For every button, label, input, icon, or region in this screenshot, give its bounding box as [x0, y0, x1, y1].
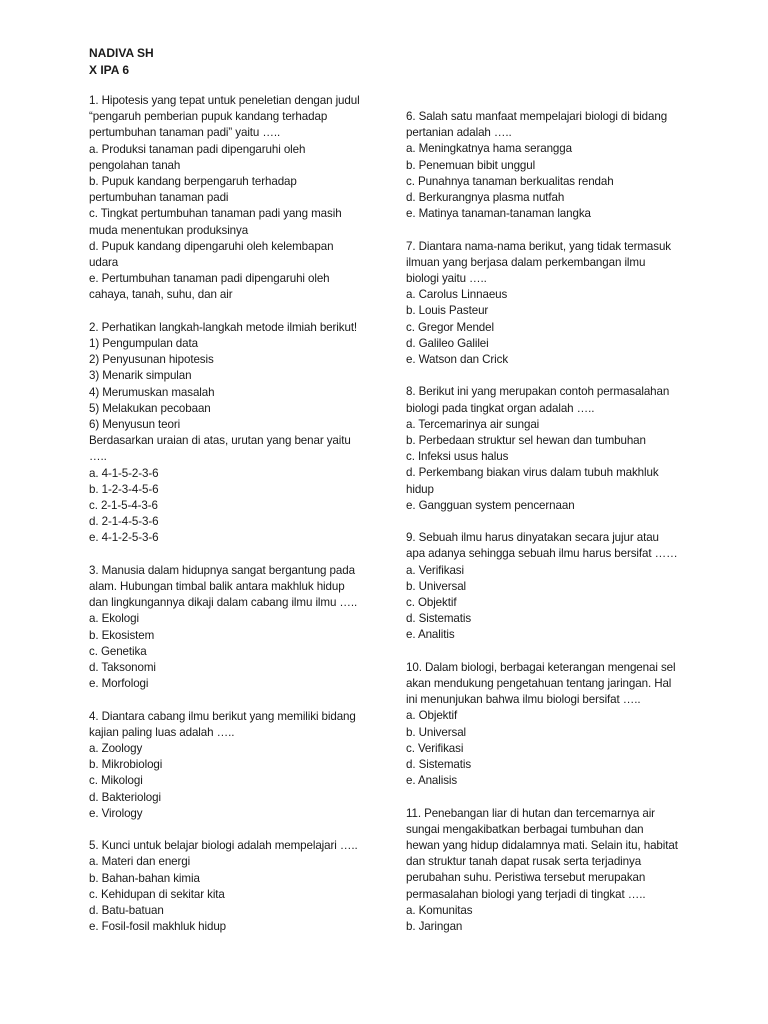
- answer-option: a. Ekologi: [89, 612, 139, 626]
- answer-option: a. Verifikasi: [406, 563, 464, 577]
- answer-option: e. Virology: [89, 806, 143, 820]
- answer-option: d. Pupuk kandang dipengaruhi oleh kelembapan udara: [89, 239, 334, 270]
- question-text: 6. Salah satu manfaat mempelajari biologi di bidang pertanian adalah …..: [406, 110, 668, 140]
- answer-option: a. Produksi tanaman padi dipengaruhi oleh pengolahan tanah: [89, 142, 306, 172]
- question-block: [89, 709, 379, 822]
- answer-option: c. Infeksi usus halus: [406, 450, 509, 464]
- answer-option: d. Berkurangnya plasma nutfah: [406, 191, 565, 205]
- answer-option: c. Punahnya tanaman berkualitas rendah: [406, 174, 614, 188]
- question-text: 3. Manusia dalam hidupnya sangat bergantung pada alam. Hubungan timbal balik antara makhluk hidup dan lingkungannya dikaji dalam cabang ilmu ilmu …..: [89, 563, 358, 610]
- answer-option: a. Zoology: [89, 742, 143, 756]
- answer-option: c. Tingkat pertumbuhan tanaman padi yang masih muda menentukan produksinya: [89, 207, 342, 237]
- answer-option: c. Verifikasi: [406, 741, 464, 755]
- right-column: [406, 109, 696, 951]
- question-block: [406, 530, 696, 643]
- question-block: [89, 320, 379, 547]
- question-block: [406, 660, 696, 790]
- answer-option: e. Pertumbuhan tanaman padi dipengaruhi oleh cahaya, tanah, suhu, dan air: [89, 272, 330, 302]
- question-block: [89, 93, 379, 304]
- answer-option: a. Tercemarinya air sungai: [406, 417, 540, 431]
- question-text: 1. Hipotesis yang tepat untuk peneletian dengan judul “pengaruh pemberian pupuk kandang terhadap pertumbuhan tanaman padi” yaitu …..: [89, 94, 360, 140]
- answer-option: d. Perkembang biakan virus dalam tubuh makhluk hidup: [406, 466, 659, 496]
- answer-option: e. Watson dan Crick: [406, 353, 509, 367]
- answer-option: b. Jaringan: [406, 920, 463, 934]
- answer-option: e. Analitis: [406, 628, 455, 642]
- student-name: NADIVA SH: [89, 46, 154, 60]
- answer-option: c. Objektif: [406, 596, 457, 610]
- answer-option: e. Analisis: [406, 774, 458, 788]
- question-text: 11. Penebangan liar di hutan dan tercemarnya air sungai mengakibatkan berbagai tumbuhan dan hewan yang hidup didalamnya mati. Selain itu, habitat dan struktur tanah dapat rusak serta terjadinya perubahan suhu. Peristiwa tersebut merupakan permasalahan biologi yang terjadi di tingkat …..: [406, 806, 678, 901]
- student-class: X IPA 6: [89, 63, 130, 77]
- question-block: [406, 806, 696, 936]
- answer-option: d. Bakteriologi: [89, 790, 161, 804]
- answer-option: b. Louis Pasteur: [406, 304, 489, 318]
- answer-option: b. Bahan-bahan kimia: [89, 871, 200, 885]
- answer-option: b. Mikrobiologi: [89, 758, 163, 772]
- answer-option: b. Perbedaan struktur sel hewan dan tumbuhan: [406, 434, 646, 448]
- question-block: [406, 109, 696, 222]
- question-block: [89, 838, 379, 935]
- answer-option: a. 4-1-5-2-3-6: [89, 466, 159, 480]
- answer-option: e. Gangguan system pencernaan: [406, 498, 575, 512]
- answer-option: b. Universal: [406, 579, 467, 593]
- question-block: [406, 239, 696, 369]
- answer-option: c. 2-1-5-4-3-6: [89, 499, 158, 513]
- question-text: 9. Sebuah ilmu harus dinyatakan secara jujur atau apa adanya sehingga sebuah ilmu harus bersifat ……: [406, 531, 678, 561]
- answer-option: b. 1-2-3-4-5-6: [89, 482, 159, 496]
- answer-option: a. Objektif: [406, 709, 458, 723]
- answer-option: d. Sistematis: [406, 612, 472, 626]
- answer-option: d. Batu-batuan: [89, 904, 164, 918]
- question-block: [89, 563, 379, 693]
- question-block: [406, 384, 696, 514]
- answer-option: e. Fosil-fosil makhluk hidup: [89, 920, 227, 934]
- answer-option: d. Taksonomi: [89, 661, 156, 675]
- answer-option: b. Penemuan bibit unggul: [406, 158, 536, 172]
- answer-option: e. Matinya tanaman-tanaman langka: [406, 207, 591, 221]
- question-text: 8. Berikut ini yang merupakan contoh permasalahan biologi pada tingkat organ adalah …..: [406, 385, 670, 415]
- question-text: 4. Diantara cabang ilmu berikut yang memiliki bidang kajian paling luas adalah …..: [89, 709, 356, 739]
- answer-option: e. 4-1-2-5-3-6: [89, 531, 159, 545]
- answer-option: b. Ekosistem: [89, 628, 155, 642]
- answer-option: a. Materi dan energi: [89, 855, 191, 869]
- question-text: 7. Diantara nama-nama berikut, yang tidak termasuk ilmuan yang berjasa dalam perkembangan ilmu biologi yaitu …..: [406, 239, 672, 286]
- question-text: 5. Kunci untuk belajar biologi adalah mempelajari …..: [89, 839, 358, 853]
- left-column: [89, 93, 379, 952]
- student-header: [89, 45, 154, 79]
- answer-option: a. Meningkatnya hama serangga: [406, 142, 572, 156]
- answer-option: a. Komunitas: [406, 903, 473, 917]
- answer-option: e. Morfologi: [89, 677, 149, 691]
- answer-option: c. Mikologi: [89, 774, 143, 788]
- answer-option: a. Carolus Linnaeus: [406, 288, 508, 302]
- question-text: 10. Dalam biologi, berbagai keterangan mengenai sel akan mendukung pengetahuan tentang jaringan. Hal ini menunjukan bahwa ilmu biologi bersifat …..: [406, 660, 676, 707]
- answer-option: d. Sistematis: [406, 758, 472, 772]
- answer-option: c. Gregor Mendel: [406, 320, 494, 334]
- answer-option: d. 2-1-4-5-3-6: [89, 515, 159, 529]
- question-text: 2. Perhatikan langkah-langkah metode ilmiah berikut! 1) Pengumpulan data 2) Penyusunan hipotesis 3) Menarik simpulan 4) Merumuskan masalah 5) Melakukan pecobaan 6) Menyusun teori Berdasarkan uraian di atas, urutan yang benar yaitu …..: [89, 320, 358, 464]
- answer-option: b. Pupuk kandang berpengaruh terhadap pertumbuhan tanaman padi: [89, 175, 297, 205]
- answer-option: b. Universal: [406, 725, 467, 739]
- answer-option: c. Kehidupan di sekitar kita: [89, 887, 225, 901]
- answer-option: c. Genetika: [89, 644, 147, 658]
- answer-option: d. Galileo Galilei: [406, 336, 489, 350]
